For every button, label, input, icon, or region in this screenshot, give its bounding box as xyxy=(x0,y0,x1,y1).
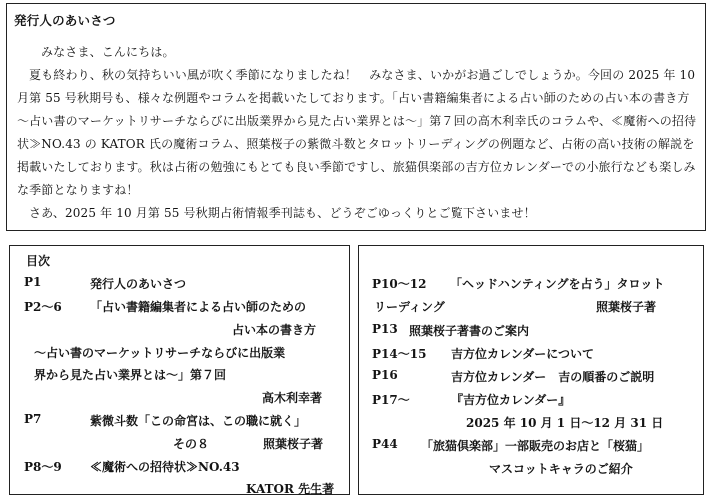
toc-page-number: P13 xyxy=(372,322,398,336)
toc-entry-title: ≪魔術への招待状≫NO.43 xyxy=(90,460,240,474)
toc-entry-title: 発行人のあいさつ xyxy=(90,277,187,291)
greeting-paragraph-1: 夏も終わり、秋の気持ちいい風が吹く季節になりましたね！ みなさま、いかがお過ごしでしょうか。今回の 2025 年 10 月第 55 号秋期号も、様々な例題やコラムを掲載いたしております。「占い書籍編集者による占い師のための占い本の書き方～占い書のマーケットリサーチならびに出版業界から見た占い業界とは～」第７回の高木利幸氏のコラムや、≪魔術への招待状≫NO.43 の KATOR 氏の魔術コラム、照葉桜子の紫微斗数とタロットリーディングの例題など、占術の高い技術の解説を掲載いたしております。秋は占術の勉強にもとても良い季節ですし、旅猫倶楽部の吉方位カレンダーでの小旅行なども楽しみな季節となりますね！ xyxy=(17,68,697,197)
toc-entry-title-line-1: 「旅猫倶楽部」一部販売のお店と「桜猫」 xyxy=(421,439,650,453)
toc-entry-title-line-1: 紫微斗数「この命宮は、この職に就く」 xyxy=(90,414,307,428)
toc-page-number: P14～15 xyxy=(372,347,427,361)
greeting-title: 発行人のあいさつ xyxy=(14,13,116,28)
toc-entry-title-line-1: 『吉方位カレンダー』 xyxy=(451,393,571,407)
toc-entry-title-line-2: リーディング xyxy=(374,300,445,314)
table-of-contents-right xyxy=(358,245,704,495)
toc-page-number: P44 xyxy=(372,437,398,451)
toc-page-number: P1 xyxy=(24,275,42,289)
toc-entry-title: 吉方位カレンダーについて xyxy=(451,347,594,361)
toc-entry-author: 高木利幸著 xyxy=(262,391,323,405)
toc-page-number: P7 xyxy=(24,412,42,426)
toc-page-number: P8～9 xyxy=(24,460,62,474)
greeting-paragraph-2: さあ、2025 年 10 月第 55 号秋期占術情報季刊誌も、どうぞごゆっくりとご覧下さいませ！ xyxy=(29,206,536,220)
toc-page-number: P2～6 xyxy=(24,300,62,314)
toc-entry-title-line-3: ～占い書のマーケットリサーチならびに出版業 xyxy=(34,346,286,360)
toc-entry-title-line-1: 「占い書籍編集者による占い師のための xyxy=(90,300,307,314)
toc-entry-title-line-2: 占い本の書き方 xyxy=(232,323,317,337)
toc-entry-title-line-2: その８ xyxy=(173,437,210,451)
toc-page-number: P17～ xyxy=(372,393,410,407)
toc-heading: 目次 xyxy=(26,254,51,268)
toc-page-number: P10～12 xyxy=(372,277,427,291)
toc-entry-title-line-2: マスコットキャラのご紹介 xyxy=(489,462,633,476)
greeting-salutation: みなさま、こんにちは。 xyxy=(41,45,175,59)
toc-entry-author: 照葉桜子著 xyxy=(596,300,657,314)
toc-entry-date-range: 2025 年 10 月 1 日～12 月 31 日 xyxy=(466,416,664,430)
toc-entry-title: 吉方位カレンダー 吉の順番のご説明 xyxy=(451,370,655,384)
toc-entry-author: KATOR 先生著 xyxy=(246,482,335,496)
publisher-greeting-section xyxy=(6,3,706,231)
toc-entry-title-line-4: 界から見た占い業界とは～」第７回 xyxy=(34,368,227,382)
toc-entry-author: 照葉桜子著 xyxy=(263,437,324,451)
toc-page-number: P16 xyxy=(372,368,398,382)
greeting-body xyxy=(17,41,697,225)
toc-entry-title-line-1: 「ヘッドハンティングを占う」タロット xyxy=(450,277,665,291)
table-of-contents-left xyxy=(9,245,350,495)
toc-entry-title: 照葉桜子著書のご案内 xyxy=(409,324,530,338)
